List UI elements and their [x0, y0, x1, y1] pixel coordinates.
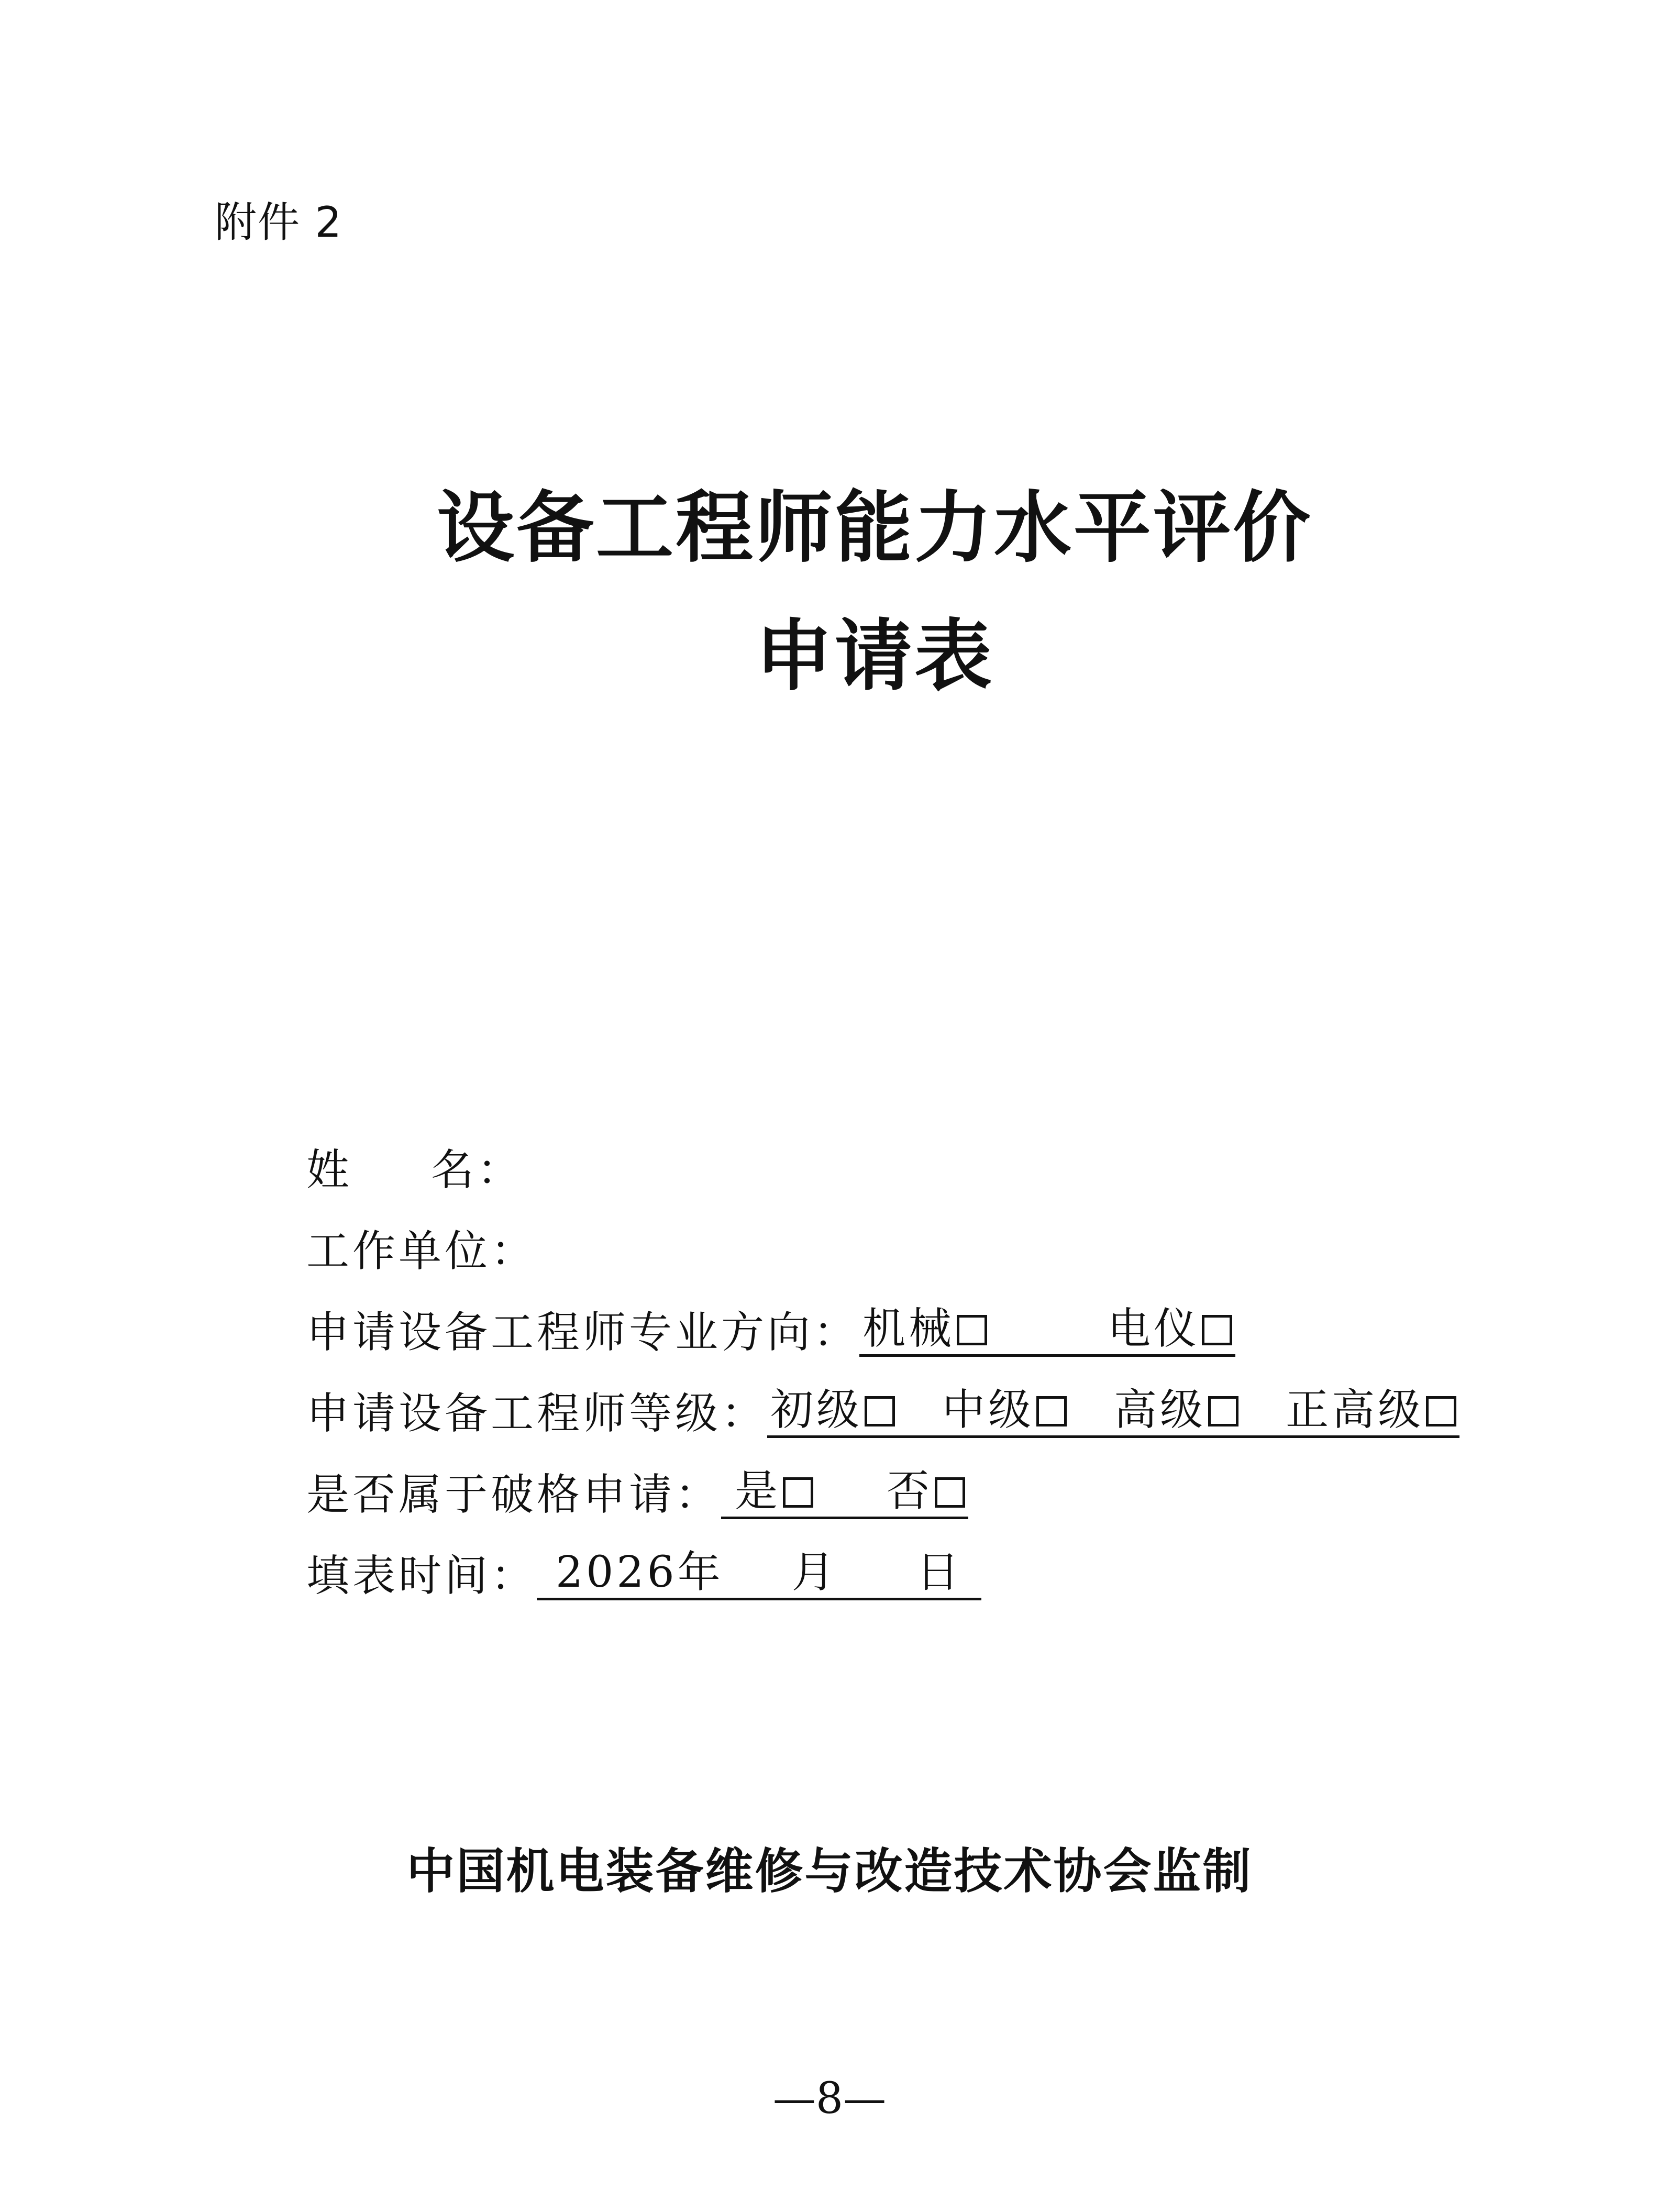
- checkbox-yes[interactable]: [783, 1477, 813, 1508]
- name-label-first: 姓: [306, 1145, 353, 1195]
- option-electrical-label: 电仪: [1108, 1304, 1200, 1354]
- option-yes[interactable]: [724, 1466, 813, 1517]
- work-unit-row: [306, 1223, 537, 1280]
- date-month: 月: [791, 1547, 838, 1597]
- exception-row: [306, 1466, 968, 1524]
- option-junior[interactable]: [770, 1385, 895, 1435]
- checkbox-mechanical[interactable]: [957, 1315, 987, 1345]
- name-label-second: 名：: [431, 1145, 524, 1195]
- option-senior-label: 高级: [1114, 1385, 1207, 1435]
- option-professor-senior[interactable]: [1286, 1385, 1456, 1435]
- option-intermediate[interactable]: [942, 1385, 1067, 1435]
- issuing-organization: 中国机电装备维修与改造技术协会监制: [406, 1843, 1253, 1899]
- exception-options: [721, 1466, 968, 1519]
- option-mechanical-label: 机械: [862, 1304, 955, 1354]
- level-options: [767, 1385, 1459, 1438]
- name-row: [306, 1142, 523, 1199]
- option-yes-label: 是: [735, 1466, 781, 1516]
- checkbox-intermediate[interactable]: [1036, 1396, 1067, 1426]
- checkbox-electrical[interactable]: [1202, 1315, 1232, 1345]
- direction-options: [859, 1304, 1235, 1357]
- date-row: [306, 1547, 981, 1605]
- date-label: 填表时间：: [306, 1551, 537, 1601]
- level-label: 申请设备工程师等级：: [306, 1389, 768, 1439]
- checkbox-senior[interactable]: [1208, 1396, 1238, 1426]
- option-no-label: 否: [887, 1466, 933, 1516]
- document-subtitle: 申请表: [755, 611, 994, 701]
- direction-label: 申请设备工程师专业方向：: [306, 1308, 860, 1357]
- option-mechanical[interactable]: [862, 1304, 987, 1354]
- option-junior-label: 初级: [770, 1385, 863, 1435]
- document-title: 设备工程师能力水平评价: [437, 483, 1312, 573]
- page-number: —8—: [772, 2074, 887, 2123]
- option-no[interactable]: [887, 1466, 965, 1517]
- option-senior[interactable]: [1114, 1385, 1238, 1435]
- exception-label: 是否属于破格申请：: [306, 1470, 722, 1520]
- checkbox-professor-senior[interactable]: [1426, 1396, 1456, 1426]
- work-unit-label: 工作单位：: [306, 1226, 537, 1276]
- date-year: 2026年: [556, 1547, 724, 1597]
- attachment-label: 附件 2: [215, 198, 343, 247]
- level-row: [306, 1385, 1459, 1443]
- option-electrical[interactable]: [1108, 1304, 1232, 1354]
- direction-row: [306, 1304, 1235, 1362]
- date-field[interactable]: [537, 1547, 981, 1600]
- option-professor-senior-label: 正高级: [1286, 1385, 1424, 1435]
- date-day: 日: [916, 1547, 963, 1597]
- checkbox-no[interactable]: [935, 1477, 965, 1508]
- option-intermediate-label: 中级: [942, 1385, 1035, 1435]
- checkbox-junior[interactable]: [865, 1396, 895, 1426]
